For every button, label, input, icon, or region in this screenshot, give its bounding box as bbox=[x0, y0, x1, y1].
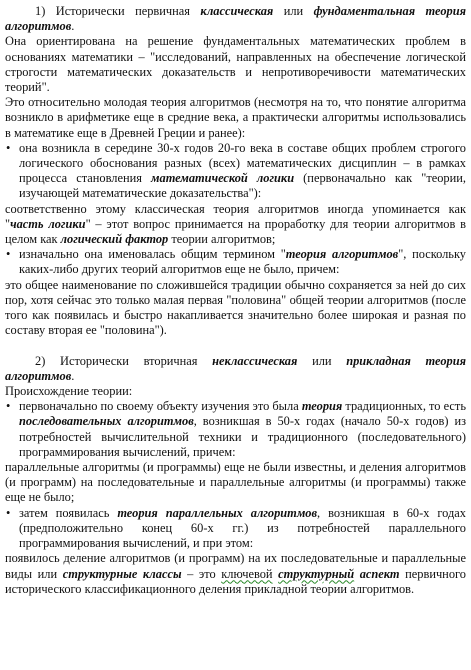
term-fundamental-theory: фундаментальная теория алгоритмов bbox=[5, 4, 466, 34]
bullet-icon: • bbox=[6, 505, 11, 520]
term-structural: структурный bbox=[278, 566, 355, 581]
section1-para2: Это относительно молодая теория алгоритмов (несмотря на то, что понятие алгоритма возникло в арифметике еще в средние века, а практически алгоритмы использовались в математике еще в Древней Греции и ранее): bbox=[5, 95, 466, 140]
term-parallel-algorithms: теория параллельных алгоритмов bbox=[117, 505, 318, 520]
text-run: " – этот вопрос принимается на проработку для теории алгоритмов в целом как bbox=[5, 216, 466, 247]
text-run: традиционных, то есть bbox=[342, 399, 466, 414]
text-run: . bbox=[71, 19, 75, 34]
spellcheck-underlined-word: ключевой bbox=[221, 566, 273, 581]
text-run: затем появилась bbox=[19, 505, 118, 520]
text-run: изначально она именовалась общим термином " bbox=[19, 247, 286, 262]
bullet-icon: • bbox=[6, 399, 11, 414]
text-run: первоначально по своему объекту изучения это была bbox=[19, 399, 302, 414]
term-classical: классическая bbox=[200, 4, 274, 18]
text-run: теории алгоритмов; bbox=[168, 232, 276, 247]
section1-bullet2 bbox=[5, 247, 466, 277]
text-run: . bbox=[71, 368, 75, 383]
section2-para2 bbox=[5, 551, 466, 597]
section1-para1: Она ориентирована на решение фундаментальных математических проблем в основаниях математики – "исследований, направленных на обеспечение логической строгости математических доказательств и непротиворечивости математических теорий". bbox=[5, 34, 466, 95]
text-run: – это bbox=[181, 566, 222, 581]
term-logical-factor: логический фактор bbox=[60, 232, 169, 247]
term-theory: теория bbox=[301, 399, 343, 414]
term-math-logic: математической логики bbox=[151, 171, 295, 186]
section2-bullet1 bbox=[5, 399, 466, 460]
text-run: или bbox=[297, 353, 347, 368]
section2-para1: параллельные алгоритмы (и программы) еще не были известны, и деления алгоритмов (и программ) на последовательные и параллельные алгоритмы (и программы) также еще не было; bbox=[5, 460, 466, 505]
section1-para3 bbox=[5, 202, 466, 248]
section1-heading bbox=[5, 4, 466, 34]
term-applied-theory: прикладная теория алгоритмов bbox=[5, 353, 466, 383]
bullet-icon: • bbox=[6, 140, 11, 155]
section2-bullet2 bbox=[5, 506, 466, 552]
text-run: (первоначально как "теории, изучающей математические доказательства"): bbox=[19, 171, 466, 201]
text-run: или bbox=[273, 4, 314, 18]
term-structural-classes: структурные классы bbox=[62, 566, 182, 581]
text-run: 1) Исторически первичная bbox=[35, 4, 201, 18]
bullet-icon: • bbox=[6, 247, 11, 262]
text-run: появилось деление алгоритмов (и программ) на их последовательные и параллельные виды или bbox=[5, 551, 466, 581]
text-run: 2) Исторически вторичная bbox=[35, 353, 213, 368]
term-algorithm-theory: теория алгоритмов bbox=[285, 247, 399, 262]
text-run: , возникшая в 60-х годах (предположительно конец 60-х гг.) из потребностей параллельного программирования вычислений, и при этом: bbox=[19, 505, 466, 551]
section2-origin: Происхождение теории: bbox=[5, 384, 133, 399]
term-part-of-logic: часть логики bbox=[10, 216, 86, 231]
term-nonclassical: неклассическая bbox=[212, 353, 298, 368]
term-aspect: аспект bbox=[354, 566, 400, 581]
text-run: она возникла в середине 30-х годов 20-го века в составе общих проблем строгого логического обоснования разных (всех) математических дисциплин – в рамках процесса становления bbox=[19, 140, 466, 186]
section2-heading bbox=[5, 354, 466, 384]
text-run: , возникшая в 50-х годах (начало 50-х годов) из потребностей вычислительной техники и традиционного (последовательного) программирования вычислений, причем: bbox=[19, 414, 466, 459]
text-run: первичного исторического классификационного деления прикладной теории алгоритмов. bbox=[5, 566, 466, 596]
term-sequential-algorithms: последовательных алгоритмов bbox=[19, 414, 194, 429]
text-run: соответственно этому классическая теория алгоритмов иногда упоминается как " bbox=[5, 201, 466, 231]
text-run: ", поскольку каких-либо других теорий алгоритмов еще не было, причем: bbox=[19, 247, 466, 277]
section1-bullet1 bbox=[5, 141, 466, 202]
spacer bbox=[5, 338, 466, 353]
section1-para4: это общее наименование по сложившейся традиции обычно сохраняется за ней до сих пор, хотя сейчас это только малая первая "половина" общей теории алгоритмов (после того как появилась и быстро накапливается значительно более широкая и разная по составу вторая ее "половина"). bbox=[5, 277, 466, 338]
